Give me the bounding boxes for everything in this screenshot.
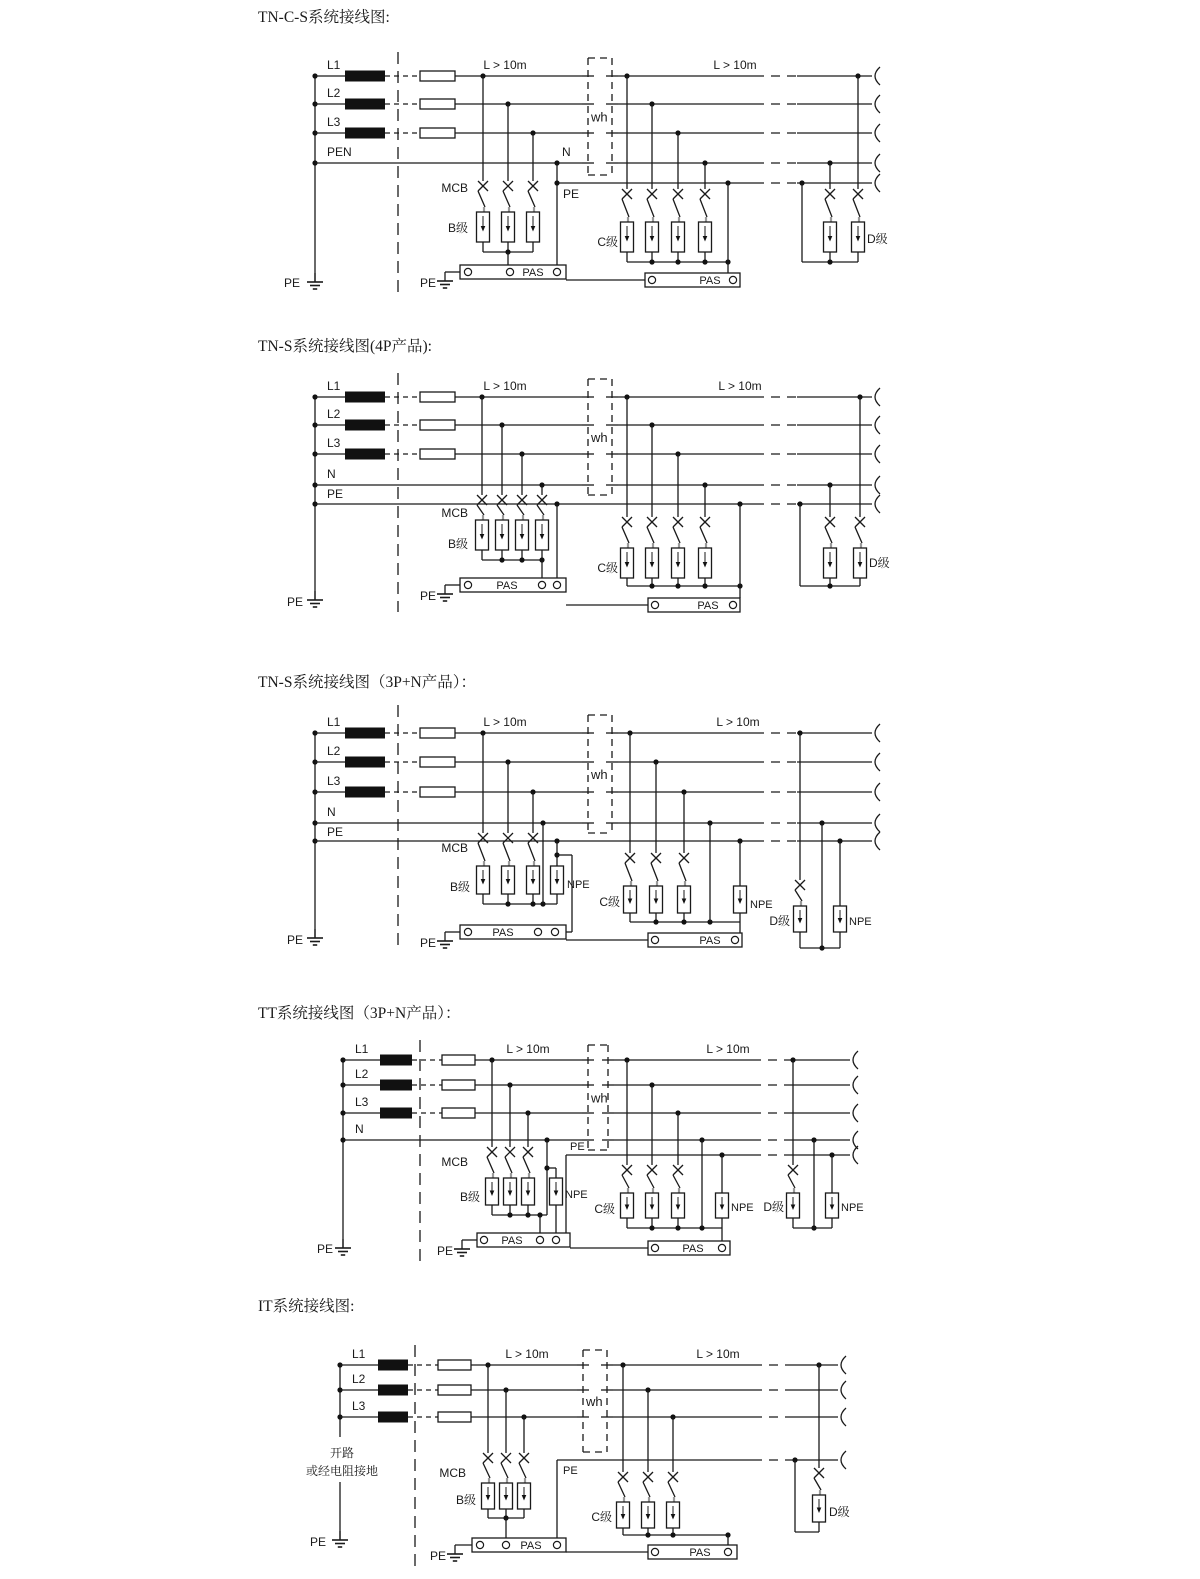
line-label: L1 (327, 379, 341, 393)
disconnect-switch (679, 792, 689, 888)
disconnect-switch (622, 76, 632, 224)
earthing-note: 开路 (329, 1446, 355, 1460)
disconnect-switch (519, 1417, 529, 1485)
disconnect-switch (503, 104, 513, 214)
spd-module (650, 886, 663, 913)
pe-label: PE (283, 276, 300, 290)
junction-dot (530, 901, 535, 906)
class-b-group (441, 73, 539, 265)
pas-equipotential-bar (648, 598, 740, 612)
outlet-terminal (875, 495, 880, 513)
spd-module (672, 1193, 685, 1218)
line-label: L1 (327, 58, 341, 72)
pas-label: PAS (492, 927, 514, 939)
spd-module (794, 906, 807, 932)
class-label: B级 (447, 537, 468, 551)
class-d-group (763, 1057, 863, 1230)
pe-label: PE (563, 1465, 578, 1477)
spd-module (502, 866, 515, 894)
fuse (420, 757, 455, 767)
class-d-group (799, 73, 887, 264)
junction-dot (499, 557, 504, 562)
source-impedance (380, 1080, 412, 1091)
line-label: N (562, 145, 571, 159)
source-impedance (345, 71, 385, 82)
class-label: C级 (594, 1202, 615, 1216)
pas-equipotential-bar (460, 925, 566, 939)
class-label: B级 (447, 221, 468, 235)
junction-dot (525, 1212, 530, 1217)
pe-label: PE (570, 1141, 585, 1153)
disconnect-switch (505, 1085, 515, 1180)
outlet-terminal (875, 95, 880, 113)
junction-dot (649, 1225, 654, 1230)
class-c-group (599, 730, 772, 933)
outlet-terminal (875, 445, 880, 463)
spd-module (522, 1178, 535, 1205)
disconnect-switch (700, 485, 710, 550)
distance-label: L > 10m (483, 58, 527, 72)
outlet-terminal (853, 1076, 858, 1094)
source-impedance (345, 728, 385, 739)
junction-dot (702, 259, 707, 264)
spd-module (824, 222, 837, 252)
earth-symbol (332, 1531, 348, 1547)
disconnect-switch (477, 397, 487, 522)
mcb-label: MCB (441, 841, 468, 855)
spd-module (642, 1502, 655, 1528)
disconnect-switch (478, 733, 488, 868)
spd-module (621, 222, 634, 252)
spd-module (502, 212, 515, 242)
disconnect-switch (855, 397, 865, 550)
mcb-label: MCB (441, 506, 468, 520)
spd-module (678, 886, 691, 913)
pas-equipotential-bar (648, 933, 742, 947)
disconnect-switch (622, 397, 632, 550)
npe-label: NPE (849, 916, 872, 928)
junction-dot (702, 583, 707, 588)
class-label: B级 (449, 880, 470, 894)
spd-module (852, 222, 865, 252)
mcb-label: MCB (439, 1466, 466, 1480)
class-label: D级 (769, 914, 790, 928)
junction-dot (675, 583, 680, 588)
line-label: PEN (327, 145, 352, 159)
fuse (420, 787, 455, 797)
junction-dot (675, 259, 680, 264)
meter-label: wh (591, 1090, 608, 1106)
line-label: L1 (355, 1042, 369, 1056)
npe-label: NPE (565, 1189, 588, 1201)
earth-symbol (437, 585, 453, 601)
pas-label: PAS (699, 935, 721, 947)
spd-module (646, 222, 659, 252)
earth-symbol (307, 273, 323, 289)
diagram-title: TT系统接线图（3P+N产品）： (258, 1005, 461, 1022)
fuse (420, 728, 455, 738)
spd-module (621, 1193, 634, 1218)
disconnect-switch (501, 1390, 511, 1485)
line-label: L3 (355, 1095, 369, 1109)
disconnect-switch (673, 1113, 683, 1195)
pas-equipotential-bar (472, 1538, 566, 1552)
pas-label: PAS (501, 1235, 523, 1247)
npe-module (826, 1193, 839, 1218)
line-label: L1 (327, 715, 341, 729)
disconnect-switch (625, 733, 635, 888)
junction-dot (645, 1532, 650, 1537)
spd-module (527, 866, 540, 894)
fuse (438, 1360, 471, 1370)
pas-label: PAS (699, 275, 721, 287)
earth-symbol (437, 932, 453, 948)
pas-equipotential-bar (645, 273, 740, 287)
spd-module (617, 1502, 630, 1528)
pas-label: PAS (689, 1547, 711, 1559)
pas-label: PAS (522, 267, 544, 279)
diagram-tn-s-3pn (258, 673, 880, 951)
fuse (420, 449, 455, 459)
pe-label: PE (286, 933, 303, 947)
disconnect-switch (643, 1390, 653, 1504)
junction-dot (827, 259, 832, 264)
npe-module (734, 886, 747, 913)
meter-label: wh (591, 767, 608, 782)
spd-module (477, 212, 490, 242)
npe-label: NPE (841, 1202, 864, 1214)
pe-label: PE (286, 595, 303, 609)
pe-label: PE (309, 1535, 326, 1549)
spd-module (824, 548, 837, 578)
npe-label: NPE (750, 899, 773, 911)
pas-equipotential-bar (460, 578, 566, 592)
pe-label: PE (429, 1549, 446, 1563)
disconnect-switch (487, 1060, 497, 1180)
line-label: L2 (327, 86, 341, 100)
npe-module (550, 1178, 563, 1205)
outlet-terminal (875, 124, 880, 142)
spd-module (699, 222, 712, 252)
earth-symbol (454, 1240, 470, 1256)
junction-dot (505, 901, 510, 906)
pe-label: PE (316, 1242, 333, 1256)
disconnect-switch (618, 1365, 628, 1504)
spd-module (500, 1483, 513, 1509)
disconnect-switch (528, 133, 538, 214)
class-label: C级 (597, 235, 618, 249)
fuse (442, 1080, 475, 1090)
fuse (438, 1412, 471, 1422)
line-label: L1 (352, 1347, 366, 1361)
disconnect-switch (788, 1060, 798, 1195)
line-label: N (327, 467, 336, 481)
outlet-terminal (841, 1381, 846, 1399)
outlet-terminal (841, 1356, 846, 1374)
meter-label: wh (591, 430, 608, 445)
energy-meter (582, 715, 618, 833)
spd-module (477, 866, 490, 894)
fuse (420, 71, 455, 81)
class-label: D级 (829, 1505, 850, 1519)
disconnect-switch (528, 792, 538, 868)
earth-symbol (335, 1239, 351, 1255)
fuse (420, 128, 455, 138)
junction-dot (649, 259, 654, 264)
spd-module (516, 520, 529, 550)
outlet-terminal (875, 753, 880, 771)
line-label: L2 (352, 1372, 366, 1386)
class-label: B级 (455, 1493, 476, 1507)
spd-module (646, 548, 659, 578)
earthing-note: 或经电阻接地 (305, 1464, 379, 1478)
outlet-terminal (875, 724, 880, 742)
wiring (284, 52, 880, 293)
spd-module (813, 1495, 826, 1522)
class-label: C级 (591, 1510, 612, 1524)
earth-symbol (437, 272, 453, 288)
line-label: N (327, 805, 336, 819)
line-label: L2 (327, 744, 341, 758)
distance-label: L > 10m (483, 379, 527, 393)
pe-label: PE (436, 1244, 453, 1258)
distance-label: L > 10m (506, 1042, 550, 1056)
distance-label: L > 10m (696, 1347, 740, 1361)
disconnect-switch (673, 133, 683, 224)
pas-label: PAS (697, 600, 719, 612)
fuse (442, 1108, 475, 1118)
disconnect-switch (825, 485, 835, 550)
source-impedance (345, 128, 385, 139)
fuse (420, 420, 455, 430)
class-label: D级 (763, 1200, 784, 1214)
diagram-title: TN-C-S系统接线图: (258, 9, 390, 26)
fuse (442, 1055, 475, 1065)
line-label: L3 (327, 774, 341, 788)
diagram-tn-s-4p (258, 337, 890, 612)
line-label: L3 (327, 436, 341, 450)
line-label: N (355, 1122, 364, 1136)
diagram-it (258, 1297, 850, 1568)
npe-label: NPE (567, 879, 590, 891)
outlet-terminal (875, 67, 880, 85)
disconnect-switch (700, 163, 710, 224)
class-label: C级 (599, 895, 620, 909)
class-label: B级 (459, 1190, 480, 1204)
line-label: PE (327, 825, 344, 839)
distance-label: L > 10m (718, 379, 762, 393)
distance-label: L > 10m (505, 1347, 549, 1361)
pas-equipotential-bar (460, 265, 566, 279)
junction-dot (507, 1212, 512, 1217)
junction-dot (649, 583, 654, 588)
npe-module (834, 906, 847, 932)
spd-module (486, 1178, 499, 1205)
junction-dot (681, 919, 686, 924)
spd-module (667, 1502, 680, 1528)
source-impedance (380, 1108, 412, 1119)
spd-module (476, 520, 489, 550)
outlet-terminal (875, 832, 880, 850)
source-impedance (378, 1385, 408, 1396)
outlet-terminal (853, 1104, 858, 1122)
source-impedance (380, 1055, 412, 1066)
pas-label: PAS (682, 1243, 704, 1255)
junction-dot (675, 1225, 680, 1230)
spd-module (787, 1193, 800, 1218)
pas-equipotential-bar (648, 1545, 737, 1559)
mcb-label: MCB (441, 1155, 468, 1169)
disconnect-switch (478, 76, 488, 214)
spd-module (699, 548, 712, 578)
diagram-title: TN-S系统接线图(4P产品): (258, 338, 432, 355)
outlet-terminal (875, 814, 880, 832)
disconnect-switch (647, 104, 657, 224)
pas-equipotential-bar (648, 1241, 730, 1255)
spd-module (527, 212, 540, 242)
outlet-terminal (875, 388, 880, 406)
mcb-label: MCB (441, 181, 468, 195)
distance-label: L > 10m (716, 715, 760, 729)
disconnect-switch (814, 1365, 824, 1497)
source-impedance (345, 420, 385, 431)
disconnect-switch (503, 762, 513, 868)
meter-label: wh (586, 1394, 603, 1409)
earth-symbol (307, 929, 323, 945)
distance-label: L > 10m (483, 715, 527, 729)
spd-module (624, 886, 637, 913)
pe-label: PE (419, 936, 436, 950)
spd-module (621, 548, 634, 578)
source-impedance (345, 757, 385, 768)
disconnect-switch (647, 425, 657, 550)
spd-module (504, 1178, 517, 1205)
spd-module (496, 520, 509, 550)
outlet-terminal (841, 1451, 846, 1469)
line-label: L3 (352, 1399, 366, 1413)
source-impedance (378, 1412, 408, 1423)
energy-meter (577, 1350, 613, 1452)
line-label: PE (327, 487, 344, 501)
npe-module (716, 1193, 729, 1218)
disconnect-switch (497, 425, 507, 522)
outlet-terminal (853, 1051, 858, 1069)
wiring (306, 1345, 846, 1568)
class-d-group (797, 394, 889, 588)
class-c-group (597, 73, 730, 273)
npe-label: NPE (731, 1202, 754, 1214)
npe-module (551, 866, 564, 894)
disconnect-switch (517, 454, 527, 522)
disconnect-switch (853, 76, 863, 224)
diagram-tt-3pn (258, 1004, 864, 1262)
earth-symbol (307, 591, 323, 607)
line-label: L2 (327, 407, 341, 421)
pe-label: PE (419, 589, 436, 603)
junction-dot (670, 1532, 675, 1537)
distance-label: L > 10m (706, 1042, 750, 1056)
outlet-terminal (841, 1408, 846, 1426)
pas-equipotential-bar (477, 1233, 570, 1247)
earth-symbol (447, 1545, 463, 1561)
meter-label: wh (591, 109, 608, 125)
class-label: C级 (597, 561, 618, 575)
source-impedance (345, 449, 385, 460)
distance-label: L > 10m (713, 58, 757, 72)
line-label: L2 (355, 1067, 369, 1081)
fuse (420, 392, 455, 402)
fuse (420, 99, 455, 109)
energy-meter (582, 379, 618, 495)
source-impedance (345, 787, 385, 798)
outlet-terminal (875, 476, 880, 494)
disconnect-switch (795, 733, 805, 908)
class-label: D级 (867, 232, 888, 246)
line-label: L3 (327, 115, 341, 129)
class-b-group (441, 394, 548, 578)
pas-label: PAS (496, 580, 518, 592)
outlet-terminal (875, 174, 880, 192)
spd-module (536, 520, 549, 550)
junction-dot (653, 919, 658, 924)
pas-label: PAS (520, 1540, 542, 1552)
class-b-group (441, 730, 589, 932)
diagram-title: TN-S系统接线图（3P+N产品）： (258, 674, 476, 691)
outlet-terminal (875, 783, 880, 801)
disconnect-switch (523, 1113, 533, 1180)
line-label: PE (563, 187, 580, 201)
wiring (287, 705, 880, 950)
junction-dot (827, 583, 832, 588)
disconnect-switch (825, 163, 835, 224)
energy-meter (582, 1045, 614, 1150)
outlet-terminal (875, 416, 880, 434)
source-impedance (378, 1360, 408, 1371)
energy-meter (582, 58, 618, 175)
spd-module (646, 1193, 659, 1218)
class-label: D级 (869, 556, 890, 570)
source-impedance (345, 99, 385, 110)
outlet-terminal (875, 154, 880, 172)
wiring (287, 373, 880, 612)
spd-module (482, 1483, 495, 1509)
spd-module (854, 548, 867, 578)
junction-dot (519, 557, 524, 562)
diagram-title: IT系统接线图: (258, 1298, 355, 1315)
spd-module (672, 222, 685, 252)
fuse (438, 1385, 471, 1395)
disconnect-switch (651, 762, 661, 888)
spd-module (672, 548, 685, 578)
disconnect-switch (673, 454, 683, 550)
disconnect-switch (622, 1060, 632, 1195)
spd-module (518, 1483, 531, 1509)
junction-dot (554, 180, 559, 185)
pe-label: PE (419, 276, 436, 290)
diagram-tn-c-s (258, 8, 888, 293)
source-impedance (345, 392, 385, 403)
disconnect-switch (483, 1365, 493, 1485)
